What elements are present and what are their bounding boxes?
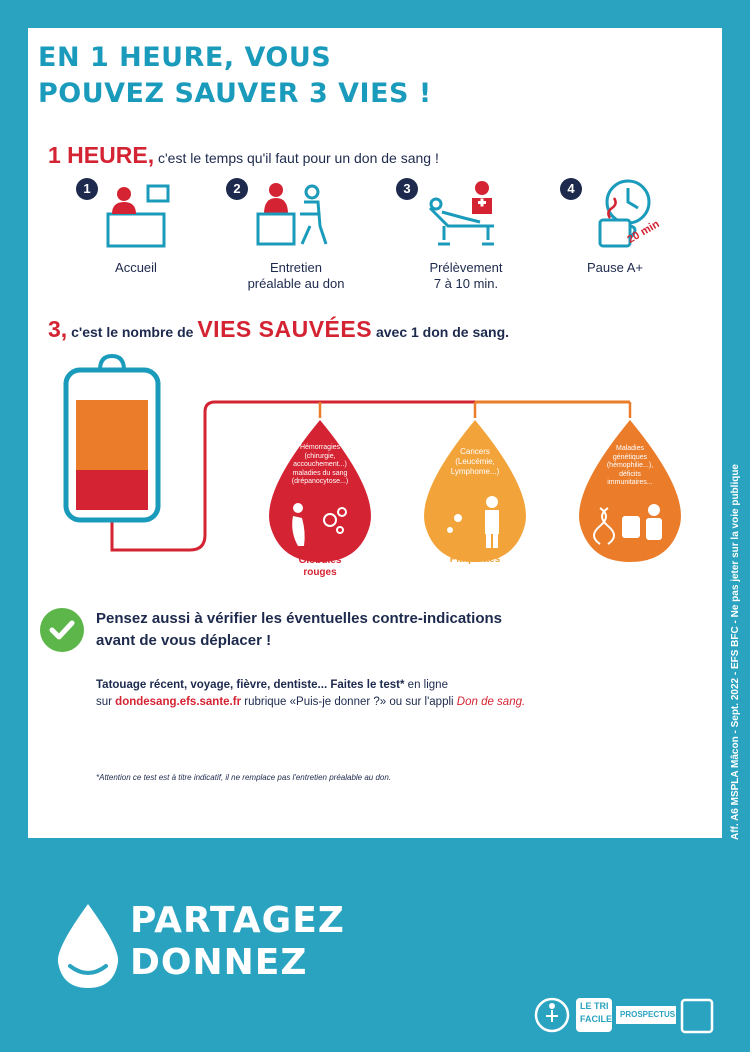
reception-desk-icon [104,178,176,248]
lives-text-pre: c'est le nombre de [71,324,194,340]
info-bold: Tatouage récent, voyage, fièvre, dentiste... Faites le test* [96,679,405,691]
website-link[interactable]: dondesang.efs.sante.fr [115,696,242,708]
footnote: *Attention ce test est à titre indicatif, il ne remplace pas l'entretien préalable au don. [96,773,392,782]
brand-line-1: PARTAGEZ [130,900,345,941]
step-number: 4 [560,178,582,200]
step-interview [226,178,386,318]
recycling-logos [534,990,714,1045]
hour-text: c'est le temps qu'il faut pour un don de sang ! [157,150,439,166]
step-number: 2 [226,178,248,200]
check-note [96,608,616,652]
tri-line2: FACILE [580,1014,613,1024]
bin-icon [682,1000,712,1032]
step-break [560,178,720,318]
step-donation [396,178,556,318]
step-label: Pause A+ [586,260,644,275]
tube-red [112,402,630,550]
drop-name-red-cells: Globules rouges [298,555,342,578]
tri-tag: PROSPECTUS [620,1010,676,1019]
side-legal-text: Aff. A6 MSPLA Mâcon - Sept. 2022 - EFS BFC - Ne pas jeter sur la voie publique [730,464,741,840]
info-rest2: rubrique «Puis-je donner ?» ou sur l'appli [241,696,457,708]
check-note-line1: Pensez aussi à vérifier les éventuelles contre-indications [96,610,503,627]
app-name: Don de sang. [456,696,526,708]
plasma-drop [579,420,681,562]
title-line-1: EN 1 HEURE, VOUS [38,42,332,73]
info-rest1: en ligne [404,679,448,691]
drop-name-platelets: Plaquettes [449,554,501,565]
step-welcome [76,178,236,318]
step-label: Entretien préalable au don [247,260,345,291]
drop-logo-icon [56,904,120,990]
platelets-drop [424,420,526,562]
lives-text-post: avec 1 don de sang. [375,324,510,340]
info-sur: sur [96,696,116,708]
red-cells-drop [269,420,371,562]
brand-line-2: DONNEZ [130,942,308,983]
check-icon [40,608,84,652]
drop-text-platelets: Cancers (Leucémie, Lymphome...) [450,447,500,476]
drop-text-red-cells: Hémorragies (chirurgie, accouchement...) maladies du sang (drépanocytose...) [291,444,349,485]
step-number: 1 [76,178,98,200]
drop-name-plasma: Plasma [612,552,648,563]
interview-icon [254,178,334,250]
info-text [96,677,676,711]
hour-heading [48,142,439,169]
check-note-line2: avant de vous déplacer ! [96,632,272,649]
lives-big: VIES SAUVÉES [197,316,373,342]
step-number: 3 [396,178,418,200]
page-title [38,40,432,112]
step-label: Prélèvement 7 à 10 min. [429,260,503,291]
duration-badge: 20 min [625,218,662,246]
title-line-2: POUVEZ SAUVER 3 VIES ! [38,78,432,109]
lives-heading [48,316,509,343]
lives-emphasis: 3, [48,316,68,342]
tri-line1: LE TRI [580,1001,609,1011]
hour-emphasis: 1 HEURE, [48,142,155,168]
donation-chair-icon [424,178,514,250]
brand-slogan [130,900,345,984]
step-label: Accueil [115,260,157,275]
drop-text-plasma: Maladies génétiques (hémophilie...), déficits immunitaires... [606,445,654,486]
